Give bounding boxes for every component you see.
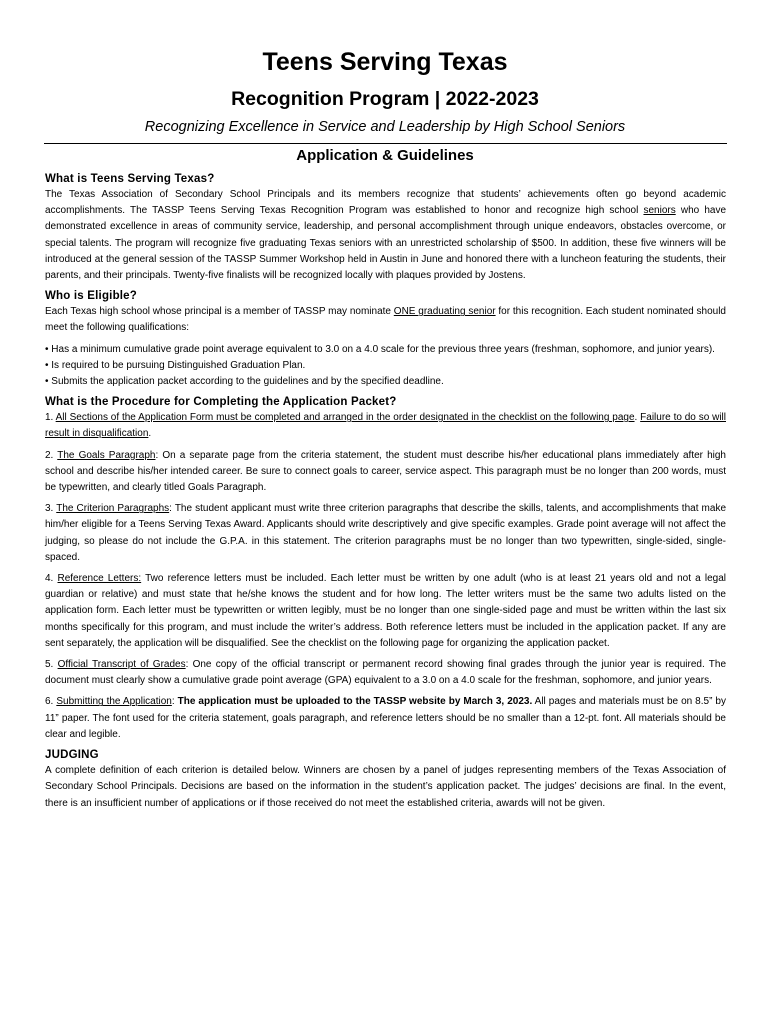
item6-text: All pages and materials must be on 8.5” by 11” paper. The font used for the criteria statement, goals paragraph, and reference letters should be no smaller than a 12-pt. font. All materials should be clear and legible. (45, 696, 726, 740)
header-divider (44, 143, 727, 144)
heading-procedure: What is the Procedure for Completing the Application Packet? (45, 396, 397, 409)
item-number: 1. (45, 412, 56, 424)
item-number: 2. (45, 449, 58, 461)
eligible-text-1: Each Texas high school whose principal is a member of TASSP may nominate (45, 306, 394, 318)
eligibility-bullet: • Is required to be pursuing Distinguished Graduation Plan. (45, 359, 306, 371)
item1-end: . (148, 428, 152, 440)
item1-separator: . (634, 412, 641, 424)
procedure-item-2 (45, 448, 726, 497)
section-title: Application & Guidelines (296, 147, 474, 164)
heading-judging: JUDGING (45, 749, 99, 762)
item3-label: The Criterion Paragraphs (56, 503, 170, 515)
seniors-underlined: seniors (643, 205, 676, 217)
eligible-text-2: for this recognition. Each student nominated should meet the following qualifications: (45, 306, 726, 334)
document-subtitle: Recognizing Excellence in Service and Leadership by High School Seniors (144, 119, 626, 135)
document-body (45, 172, 726, 812)
what-is-text-1: The Texas Association of Secondary School Principals and its members recognize that students’ achievements often go beyond academic accomplishments. The TASSP Teens Serving Texas Recognition Program was established to honor and recognize high school (45, 189, 726, 217)
item5-label: Official Transcript of Grades (57, 659, 186, 671)
item1-underlined: All Sections of the Application Form must be completed and arranged in the order designated in the checklist on the following page (55, 412, 635, 424)
heading-what-is: What is Teens Serving Texas? (45, 173, 215, 185)
item4-text: Two reference letters must be included. Each letter must be written by one adult (who is at least 21 years old and not a legal guardian or relative) and must state that he/she knows the student and for how long. The letter writers must be the same two adults listed on the application form. Each letter must be typewritten or written legibly, must be no longer than one single-sided page and must be written within the last six months specifically for this program, and must include the writer’s address. Both reference letters must be included in the application packet. If any are sent separately, the application will be disqualified. See the checklist on the following page for organizing the application packet. (45, 573, 727, 649)
item6-label: Submitting the Application (56, 696, 172, 708)
paragraph-eligible (45, 304, 726, 336)
item3-text: : The student applicant must write three criterion paragraphs that describe the skills, talents, and accomplishments that make him/her eligible for a Teens Serving Texas Award. Applicants should write descriptively and give specific examples. Grade point average will not affect the judging, so please do not include the G.P.A. in this statement. The criterion paragraphs must be no longer than two typewritten, single-sided, single-spaced. (45, 503, 727, 563)
procedure-item-6 (45, 694, 726, 743)
paragraph-judging: A complete definition of each criterion is detailed below. Winners are chosen by a panel of judges representing members of the Texas Association of Secondary School Principals. Decisions are based on the information in the student’s application packet. The judges’ decisions are final. In the event, there is an insufficient number of applications or if those received do not meet the established criteria, awards will not be given. (45, 765, 726, 809)
item4-label: Reference Letters: (57, 573, 142, 585)
eligibility-bullet: • Has a minimum cumulative grade point average equivalent to 3.0 on a 4.0 scale for the previous three years (freshman, sophomore, and junior years). (45, 343, 715, 355)
item5-text: : One copy of the official transcript or permanent record showing final grades through the junior year is required. The document must clearly show a cumulative grade point average (GPA) equivalent to a 3.0 on a 4.0 scale for the freshman, sophomore, and junior years. (45, 659, 727, 687)
document-title: Teens Serving Texas (262, 48, 508, 76)
procedure-item-4 (45, 571, 726, 652)
procedure-item-5 (45, 657, 726, 689)
item6-colon: : (171, 696, 178, 708)
item1-underlined-2: Failure to do so will result in disqualification (45, 412, 726, 440)
item-number: 5. (45, 659, 58, 671)
item-number: 3. (45, 503, 57, 515)
item-number: 4. (45, 573, 58, 585)
item-number: 6. (45, 696, 57, 708)
paragraph-what-is (45, 187, 726, 284)
procedure-item-1 (45, 410, 726, 442)
what-is-text-2: who have demonstrated excellence in areas of community service, leadership, and personal accomplishment through unique endeavors, obstacles overcome, or special talents. The program will recognize five graduating Texas seniors with an unrestricted scholarship of $500. In addition, these five winners will be introduced at the general session of the TASSP Summer Workshop held in Austin in June and honored there with a luncheon featuring the students, their parents, and their principals. Twenty-five finalists will be recognized locally with plaques provided by Jostens. (45, 205, 727, 282)
eligibility-bullet: • Submits the application packet according to the guidelines and by the specified deadline. (45, 376, 444, 388)
item6-deadline: The application must be uploaded to the TASSP website by March 3, 2023. (177, 696, 533, 708)
heading-eligible: Who is Eligible? (45, 290, 138, 303)
item2-label: The Goals Paragraph (57, 449, 156, 461)
procedure-item-3 (45, 501, 726, 566)
program-title: Recognition Program | 2022-2023 (231, 88, 539, 110)
item2-text: : On a separate page from the criteria statement, the student must describe his/her educational plans immediately after high school and describe his/her intended career. Be sure to connect goals to career, service aspect. This paragraph must be no longer than 200 words, must be typewritten, and clearly titled Goals Paragraph. (45, 449, 726, 494)
one-senior-underlined: ONE graduating senior (393, 306, 496, 318)
